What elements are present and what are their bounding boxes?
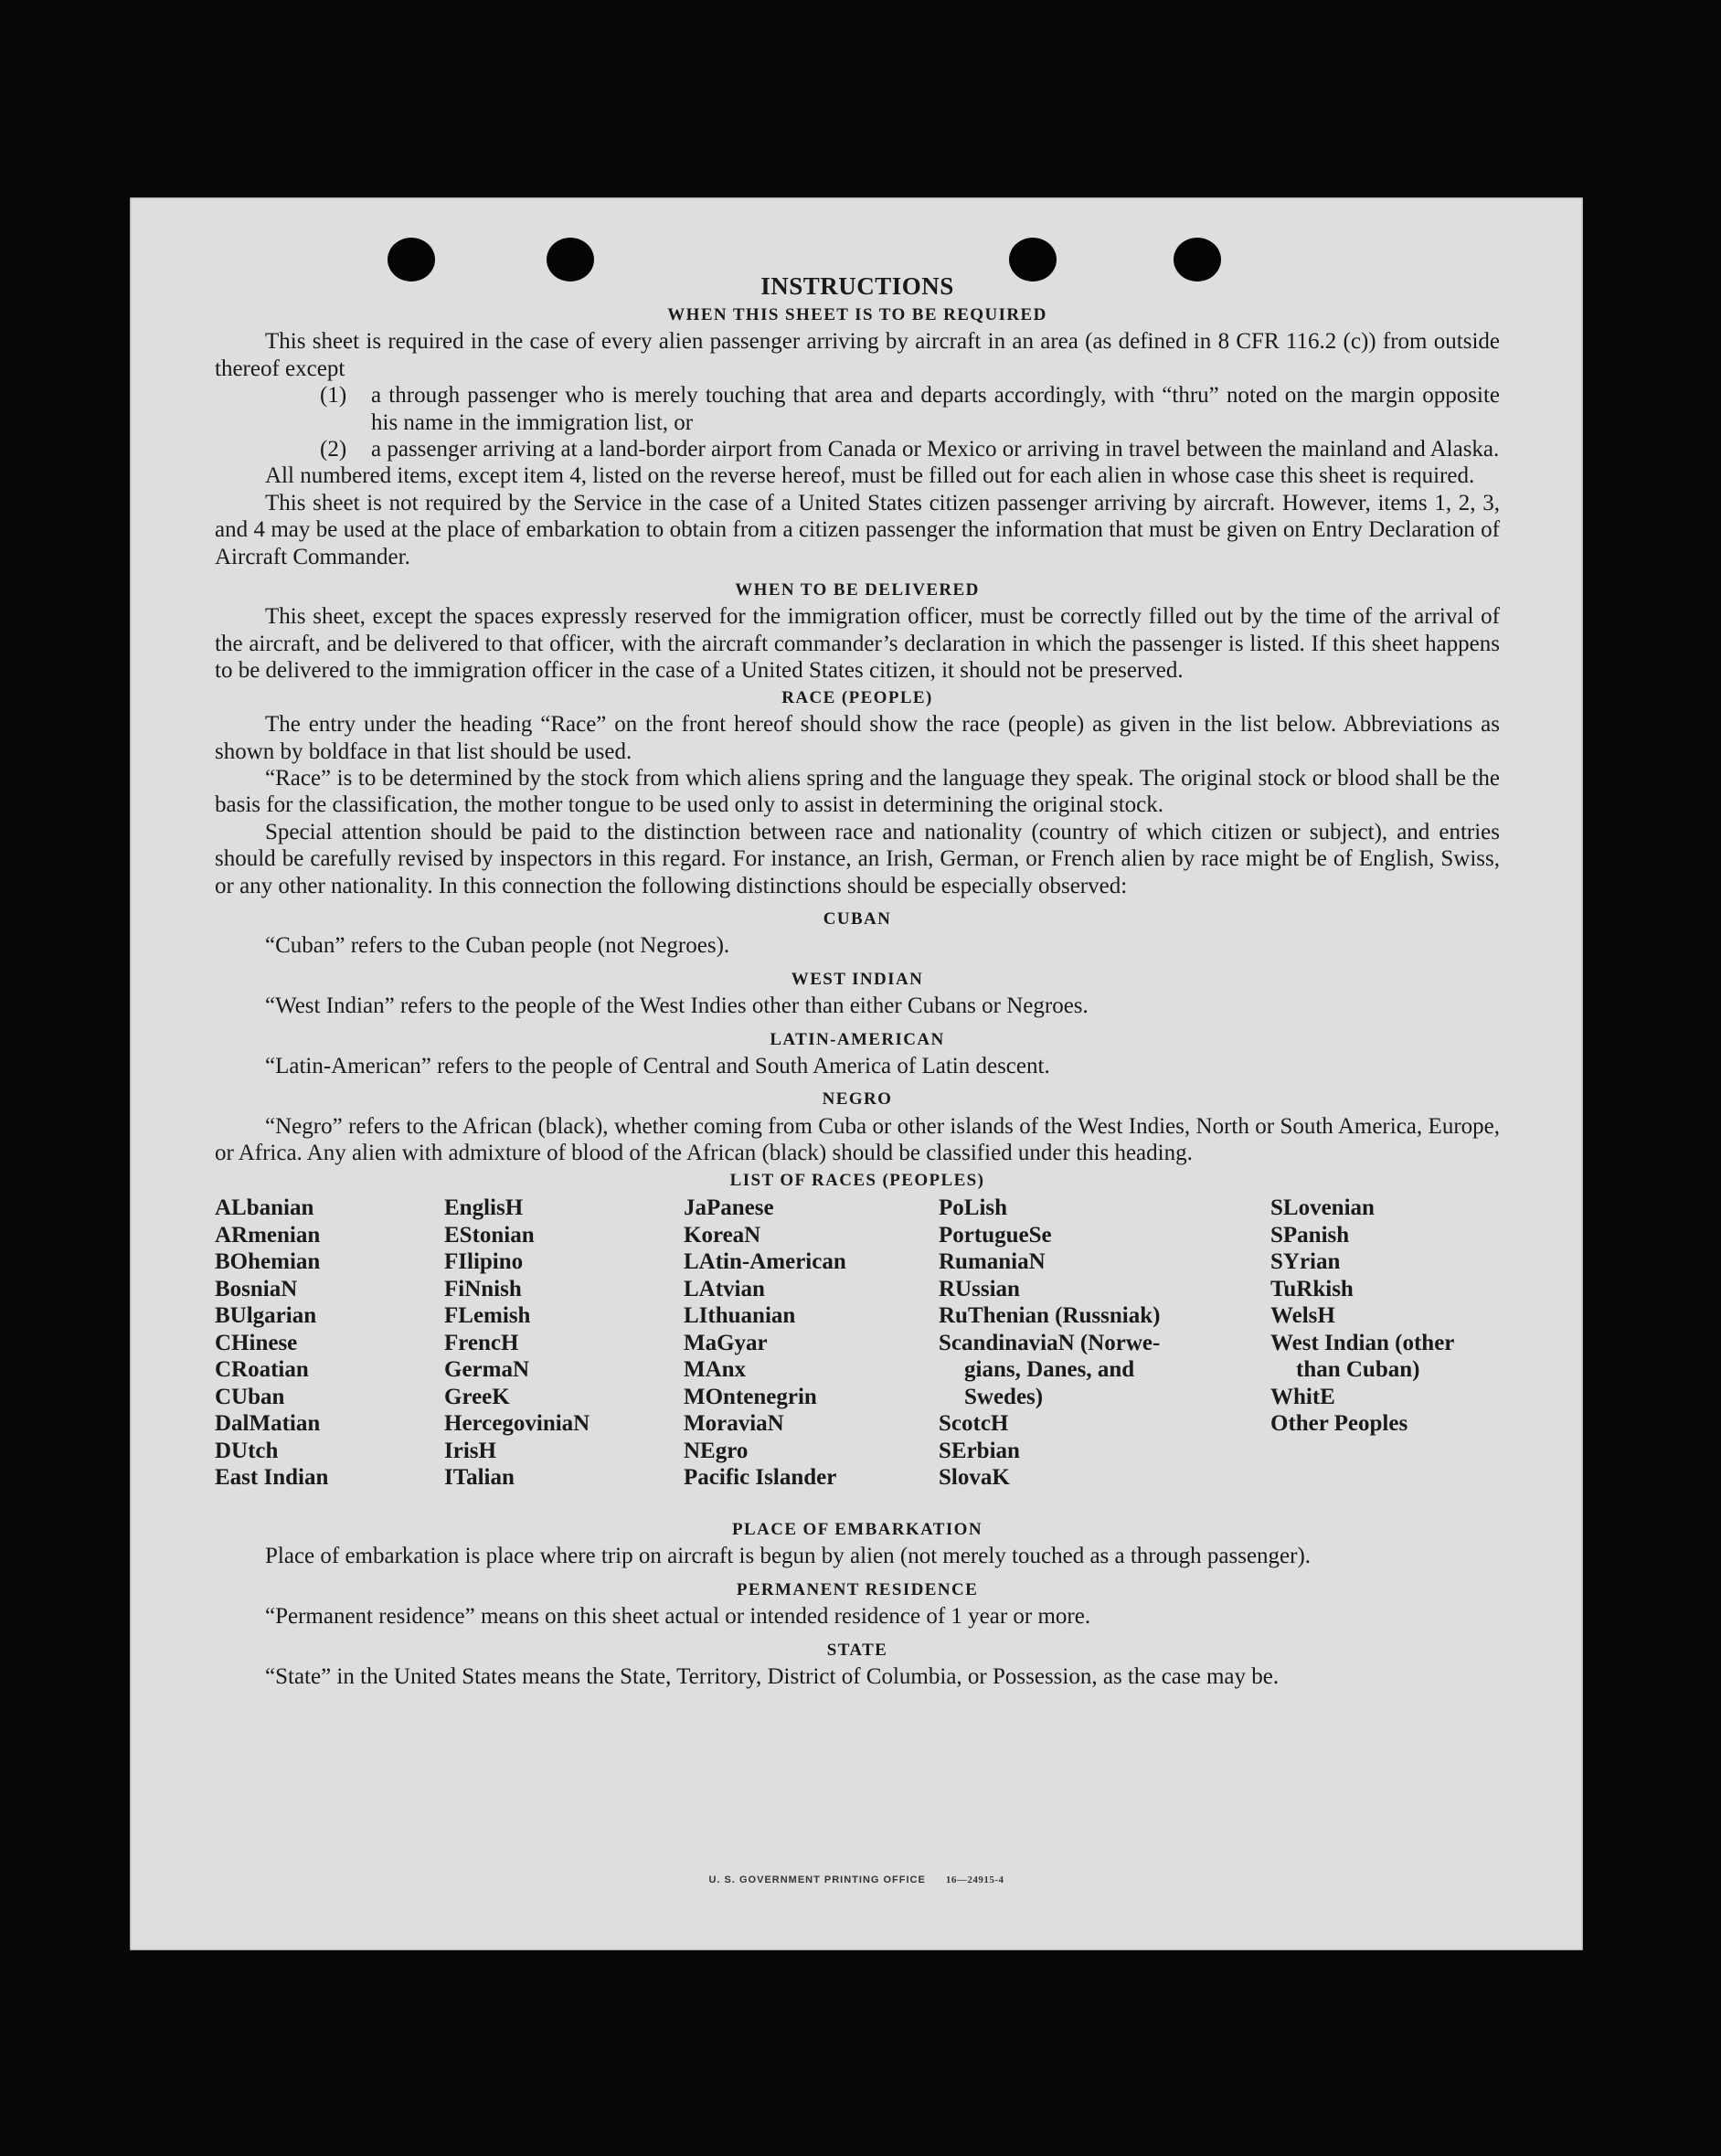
race-entry: East Indian [215,1465,329,1490]
race-entry: BosniaN [215,1276,298,1301]
required-intro: This sheet is required in the case of every alien passenger arriving by aircraft in an area (as defined in 8 CFR 116.2 (c)) from outside thereof except [215,329,1500,381]
printer-name: U. S. GOVERNMENT PRINTING OFFICE [708,1875,926,1885]
race-entry: CHinese [215,1330,298,1355]
race-entry: RumaniaN [939,1249,1046,1274]
race-entry: DalMatian [215,1411,321,1436]
section-heading-delivered: WHEN TO BE DELIVERED [735,580,980,600]
race-entry: Pacific Islander [684,1465,837,1490]
race-entry: PortugueSe [939,1222,1052,1248]
section-heading-west-indian: WEST INDIAN [791,969,924,989]
race-entry: RuThenian (Russniak) [939,1303,1161,1328]
section-heading-latin-american: LATIN-AMERICAN [770,1029,945,1049]
race-entry: FrencH [444,1330,519,1355]
race-entry: FLemish [444,1303,531,1328]
section-heading-state: STATE [826,1640,888,1660]
item-text: a passenger arriving at a land-border airport from Canada or Mexico or arriving in travel between the mainland and Alaska. [371,437,1500,462]
race-entry: HercegoviniaN [444,1411,590,1436]
section-heading-race: RACE (PEOPLE) [781,687,933,707]
item-text: a through passenger who is merely touching that area and departs accordingly, with “thru” noted on the margin opposite his name in the immigration list, or [371,383,1500,435]
item-number: (2) [320,437,347,462]
race-entry: LIthuanian [684,1303,796,1328]
race-paragraph: “Race” is to be determined by the stock from which aliens spring and the language they speak. The original stock or blood shall be the basis for the classification, the mother tongue to be used only to assist in determining the original stock. [215,765,1500,818]
race-entry: IrisH [444,1438,496,1463]
west-indian-paragraph: “West Indian” refers to the people of the West Indies other than either Cubans or Negroes. [265,993,1089,1019]
race-entry: SLovenian [1270,1195,1375,1220]
required-paragraph: All numbered items, except item 4, listed on the reverse hereof, must be filled out for each alien in whose case this sheet is required. [265,463,1475,489]
race-entry: ScandinaviaN (Norwe- [939,1330,1161,1355]
race-entry: FIlipino [444,1249,524,1274]
race-entry: LAtin-American [684,1249,846,1274]
race-entry: MOntenegrin [684,1384,817,1409]
race-entry: SErbian [939,1438,1020,1463]
race-entry: GreeK [444,1384,510,1409]
race-entry: MaGyar [684,1330,768,1355]
section-heading-required: WHEN THIS SHEET IS TO BE REQUIRED [667,305,1047,324]
race-entry: CRoatian [215,1357,309,1382]
document-sheet [130,197,1583,1950]
latin-american-paragraph: “Latin-American” refers to the people of Central and South America of Latin descent. [265,1053,1050,1078]
race-entry: BUlgarian [215,1303,317,1328]
race-entry: WelsH [1270,1303,1335,1328]
race-entry: Other Peoples [1270,1411,1408,1436]
race-entry: ITalian [444,1465,515,1490]
race-entry: LAtvian [684,1276,765,1301]
race-entry: ScotcH [939,1411,1009,1436]
cuban-paragraph: “Cuban” refers to the Cuban people (not Negroes). [265,933,730,959]
negro-paragraph: “Negro” refers to the African (black), whether coming from Cuba or other islands of the West Indies, North or South America, Europe, or Africa. Any alien with admixture of blood of the African (black) should be classified under this heading. [215,1113,1500,1166]
races-column [939,1195,1160,1492]
races-column [444,1195,590,1492]
instructions-content [215,271,1500,1690]
race-entry-continued: than Cuban) [1296,1357,1420,1382]
race-entry: ALbanian [215,1195,314,1220]
item-number: (1) [320,383,347,409]
race-paragraph: The entry under the heading “Race” on the front hereof should show the race (people) as given in the list below. Abbreviations as shown by boldface in that list should be used. [215,712,1500,764]
race-entry: West Indian (other [1270,1330,1455,1355]
required-paragraph: This sheet is not required by the Service in the case of a United States citizen passenger arriving by aircraft. However, items 1, 2, 3, and 4 may be used at the place of embarkation to obtain from a citizen passenger the information that must be given on Entry Declaration of Aircraft Commander. [215,490,1500,569]
race-entry: SPanish [1270,1222,1350,1248]
exception-item [215,382,1500,436]
race-entry: BOhemian [215,1249,321,1274]
section-heading-cuban: CUBAN [823,908,892,929]
race-entry: JaPanese [684,1195,774,1220]
race-entry: RUssian [939,1276,1020,1301]
form-code: 16—24915-4 [945,1875,1004,1885]
race-entry: KoreaN [684,1222,761,1248]
state-paragraph: “State” in the United States means the State, Territory, District of Columbia, or Possession, as the case may be. [265,1664,1280,1690]
race-entry: CUban [215,1384,285,1409]
race-entry: MAnx [684,1357,747,1382]
residence-paragraph: “Permanent residence” means on this sheet actual or intended residence of 1 year or more. [265,1604,1091,1630]
race-entry-continued: gians, Danes, and [964,1357,1135,1382]
races-column [215,1195,328,1492]
races-column [684,1195,846,1492]
section-heading-races-list: LIST OF RACES (PEOPLES) [729,1170,985,1190]
page-title: INSTRUCTIONS [760,272,954,300]
section-heading-residence: PERMANENT RESIDENCE [736,1579,979,1599]
race-entry: EnglisH [444,1195,524,1220]
race-entry: WhitE [1270,1384,1335,1409]
race-entry: MoraviaN [684,1411,784,1436]
printer-imprint [130,1875,1583,1885]
embarkation-paragraph: Place of embarkation is place where trip on aircraft is begun by alien (not merely touched as a through passenger). [265,1544,1312,1569]
race-entry: DUtch [215,1438,279,1463]
race-entry: SlovaK [939,1465,1010,1490]
race-entry: SYrian [1270,1249,1341,1274]
race-entry: TuRkish [1270,1276,1354,1301]
races-column [1270,1195,1454,1438]
race-entry: GermaN [444,1357,530,1382]
race-entry: FiNnish [444,1276,522,1301]
race-paragraph: Special attention should be paid to the distinction between race and nationality (country of which citizen or subject), and entries should be carefully revised by inspectors in this regard. For instance, an Irish, German, or French alien by race might be of English, Swiss, or any other nationality. In this connection the following distinctions should be especially observed: [215,819,1500,898]
section-heading-embarkation: PLACE OF EMBARKATION [732,1520,983,1539]
race-entry: NEgro [684,1438,749,1463]
delivered-paragraph: This sheet, except the spaces expressly reserved for the immigration officer, must be correctly filled out by the time of the arrival of the aircraft, and be delivered to that officer, with the aircraft commander’s declaration in which the passenger is listed. If this sheet happens to be delivered to the immigration officer in the case of a United States citizen, it should not be preserved. [215,604,1500,684]
section-heading-negro: NEGRO [822,1089,893,1110]
race-entry: EStonian [444,1222,535,1248]
race-entry: PoLish [939,1195,1008,1220]
race-entry-continued: Swedes) [964,1384,1044,1409]
race-entry: ARmenian [215,1222,321,1248]
races-list [215,1195,1500,1516]
exception-item [215,436,1500,462]
